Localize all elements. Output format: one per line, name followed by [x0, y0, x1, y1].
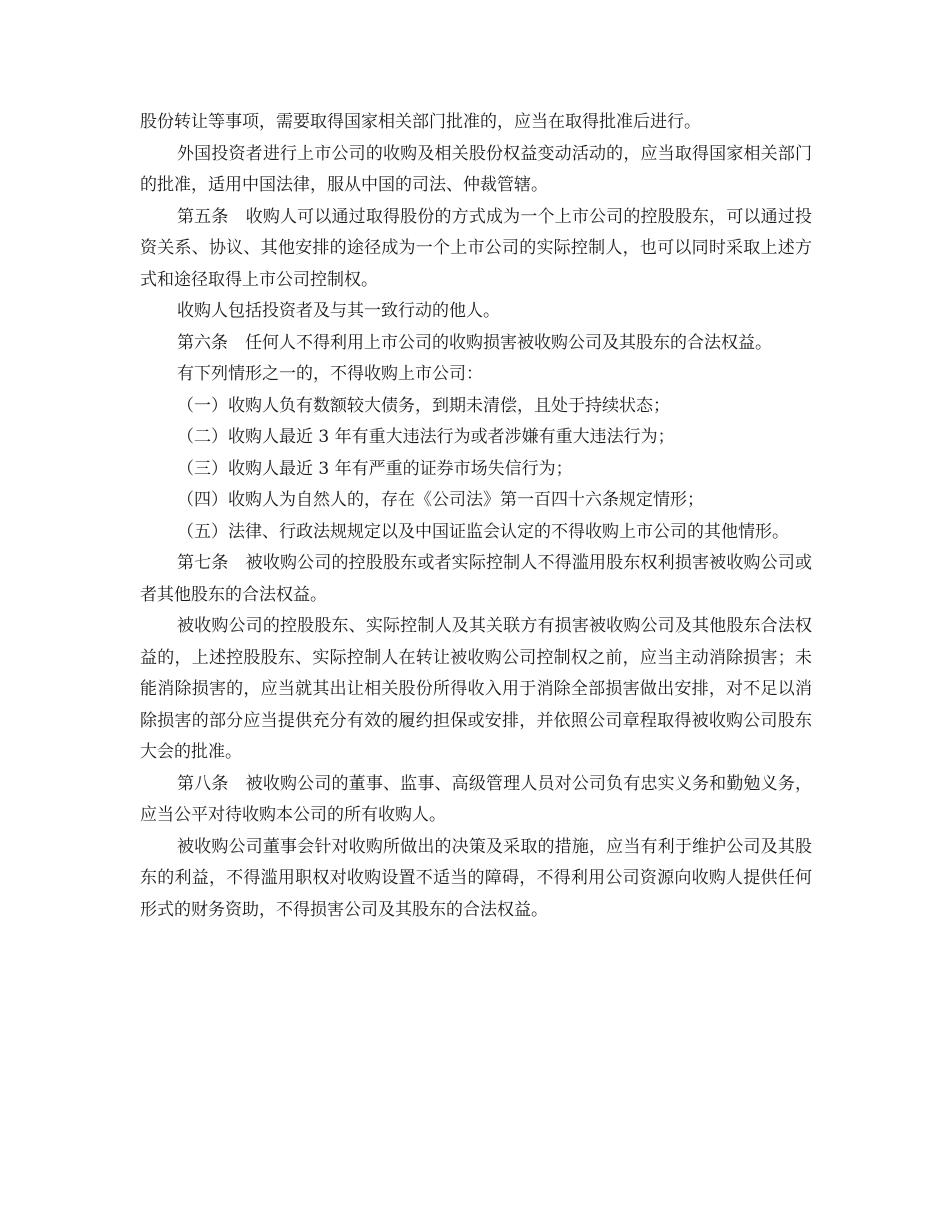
paragraph-acquirer-definition: 收购人包括投资者及与其一致行动的他人。: [177, 301, 500, 321]
paragraph-prohibited-cases-intro: 有下列情形之一的，不得收购上市公司：: [177, 364, 483, 384]
document-page: [140, 107, 812, 926]
article-6: 第六条 任何人不得利用上市公司的收购损害被收购公司及其股东的合法权益。: [177, 332, 772, 353]
list-item-5: （五）法律、行政法规规定以及中国证监会认定的不得收购上市公司的其他情形。: [177, 521, 789, 542]
article-5: 第五条 收购人可以通过取得股份的方式成为一个上市公司的控股股东，可以通过投资关系、协议、其他安排的途径成为一个上市公司的实际控制人，也可以同时采取上述方式和途径取得上市公司控制权。: [140, 206, 812, 290]
list-item-2: （二）收购人最近 3 年有重大违法行为或者涉嫌有重大违法行为；: [177, 427, 675, 447]
list-item-3: （三）收购人最近 3 年有严重的证券市场失信行为；: [177, 458, 573, 479]
paragraph-continuation: 股份转让等事项，需要取得国家相关部门批准的，应当在取得批准后进行。: [140, 112, 701, 132]
list-item-4: （四）收购人为自然人的，存在《公司法》第一百四十六条规定情形；: [177, 490, 704, 510]
article-7: 第七条 被收购公司的控股股东或者实际控制人不得滥用股东权利损害被收购公司或者其他股东的合法权益。: [140, 553, 812, 605]
list-item-1: （一）收购人负有数额较大债务，到期未清偿，且处于持续状态；: [177, 395, 670, 416]
article-8: 第八条 被收购公司的董事、监事、高级管理人员对公司负有忠实义务和勤勉义务，应当公平对待收购本公司的所有收购人。: [140, 773, 812, 825]
paragraph-board-decisions: 被收购公司董事会针对收购所做出的决策及采取的措施，应当有利于维护公司及其股东的利益，不得滥用职权对收购设置不适当的障碍，不得利用公司资源向收购人提供任何形式的财务资助，不得损害公司及其股东的合法权益。: [140, 836, 812, 920]
paragraph-foreign-investors: 外国投资者进行上市公司的收购及相关股份权益变动活动的，应当取得国家相关部门的批准，适用中国法律，服从中国的司法、仲裁管辖。: [140, 143, 812, 195]
paragraph-controlling-shareholder-damage: 被收购公司的控股股东、实际控制人及其关联方有损害被收购公司及其他股东合法权益的，上述控股股东、实际控制人在转让被收购公司控制权之前，应当主动消除损害；未能消除损害的，应当就其出让相关股份所得收入用于消除全部损害做出安排，对不足以消除损害的部分应当提供充分有效的履约担保或安排，并依照公司章程取得被收购公司股东大会的批准。: [140, 616, 812, 762]
